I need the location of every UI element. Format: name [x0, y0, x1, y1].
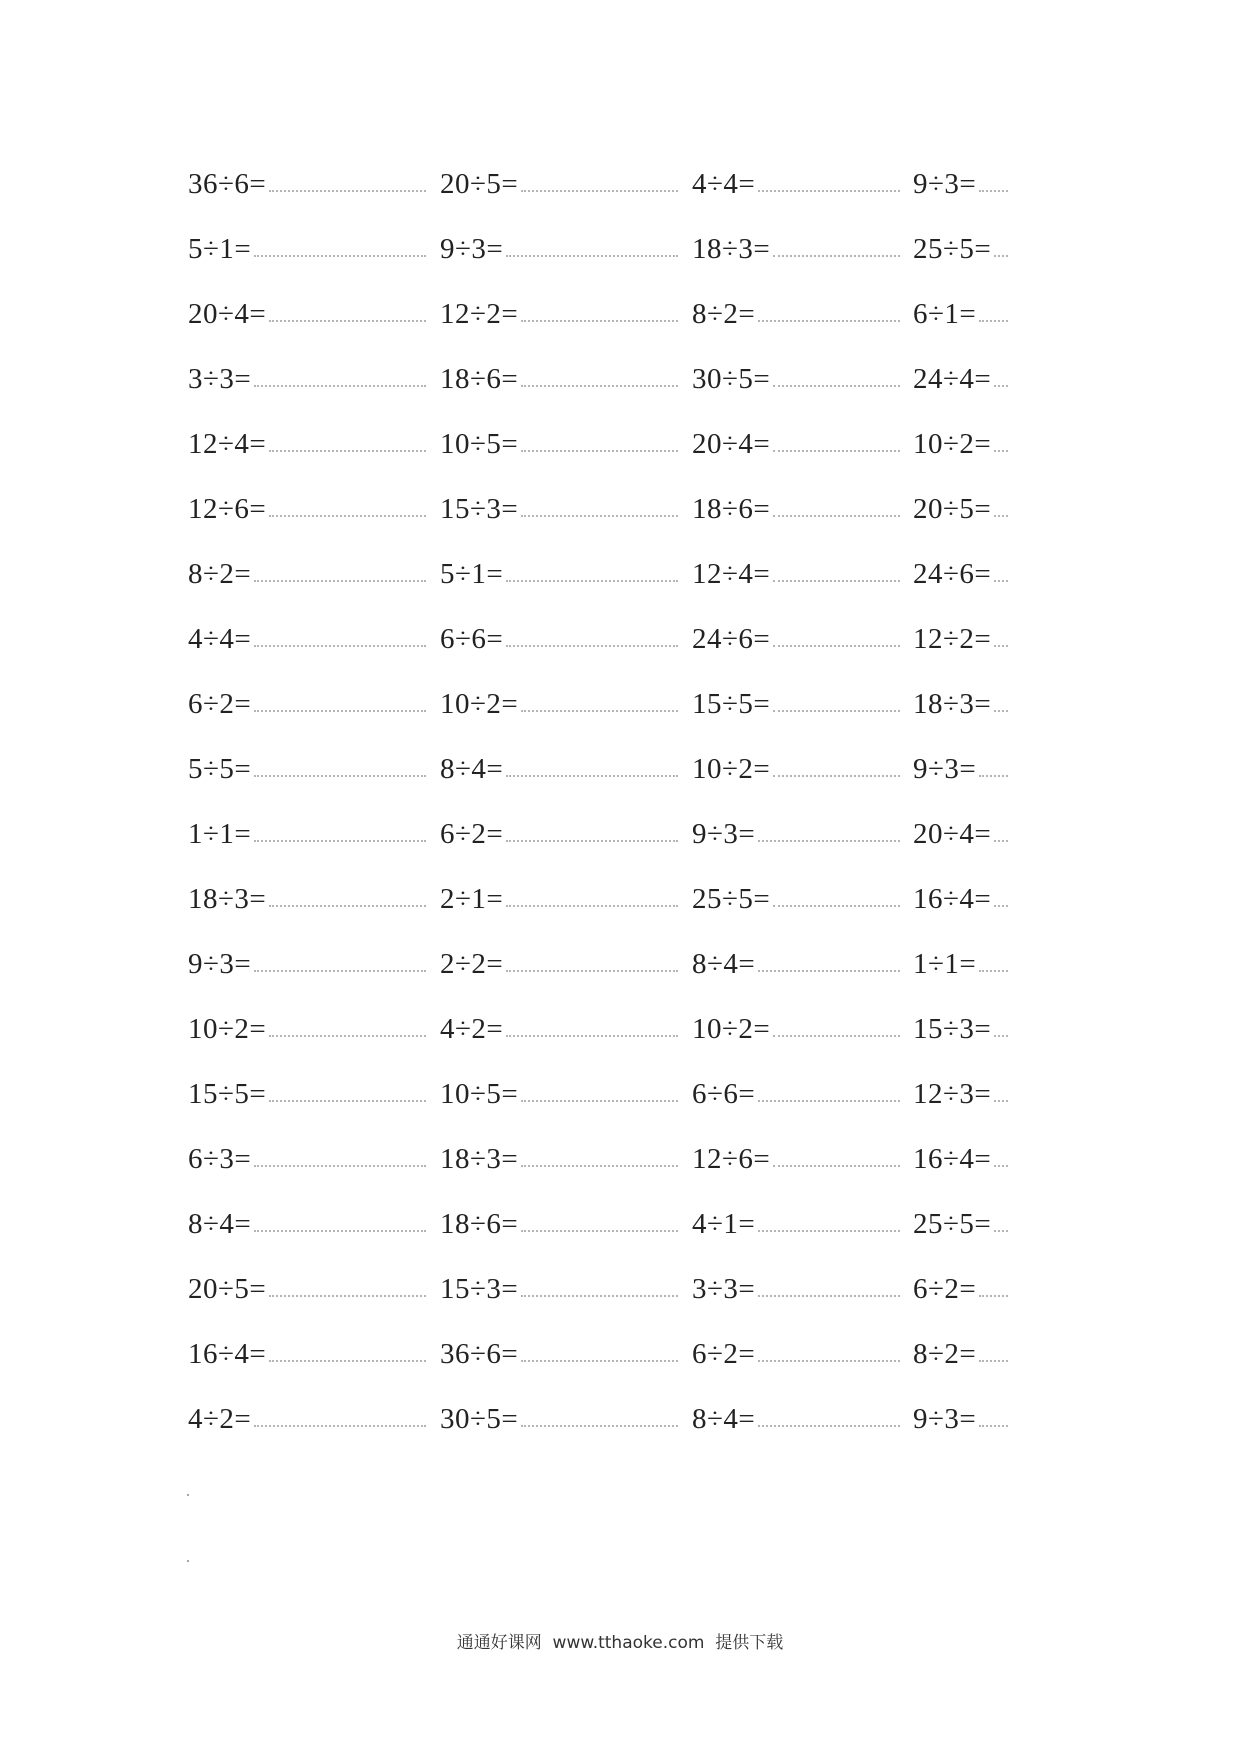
division-problem: 12÷4=	[692, 558, 771, 590]
division-problem: 8÷4=	[188, 1208, 252, 1240]
answer-blank[interactable]	[506, 255, 678, 257]
division-problem: 4÷4=	[692, 168, 756, 200]
answer-blank[interactable]	[979, 320, 1008, 322]
answer-blank[interactable]	[506, 1035, 678, 1037]
problem-row	[188, 944, 1048, 984]
division-problem: 20÷5=	[440, 168, 519, 200]
answer-blank[interactable]	[521, 1100, 678, 1102]
answer-blank[interactable]	[773, 1035, 900, 1037]
answer-blank[interactable]	[773, 450, 900, 452]
division-problem: 12÷2=	[913, 623, 992, 655]
division-problem: 10÷5=	[440, 428, 519, 460]
problem-row	[188, 749, 1048, 789]
answer-blank[interactable]	[254, 775, 426, 777]
answer-blank[interactable]	[521, 190, 678, 192]
problem-row	[188, 489, 1048, 529]
division-problem: 30÷5=	[440, 1403, 519, 1435]
answer-blank[interactable]	[994, 255, 1008, 257]
division-problem: 9÷3=	[913, 168, 977, 200]
answer-blank[interactable]	[994, 385, 1008, 387]
answer-blank[interactable]	[773, 645, 900, 647]
division-problem: 10÷5=	[440, 1078, 519, 1110]
problem-row	[188, 1204, 1048, 1244]
division-problem: 8÷2=	[913, 1338, 977, 1370]
answer-blank[interactable]	[269, 515, 426, 517]
answer-blank[interactable]	[758, 1100, 900, 1102]
answer-blank[interactable]	[521, 710, 678, 712]
division-problem: 15÷5=	[692, 688, 771, 720]
answer-blank[interactable]	[994, 1035, 1008, 1037]
division-problem: 15÷3=	[440, 1273, 519, 1305]
answer-blank[interactable]	[994, 450, 1008, 452]
answer-blank[interactable]	[758, 1295, 900, 1297]
answer-blank[interactable]	[994, 645, 1008, 647]
division-problem: 4÷2=	[440, 1013, 504, 1045]
division-problem: 3÷3=	[692, 1273, 756, 1305]
answer-blank[interactable]	[254, 1230, 426, 1232]
division-problem: 6÷1=	[913, 298, 977, 330]
answer-blank[interactable]	[758, 1230, 900, 1232]
answer-blank[interactable]	[521, 320, 678, 322]
stray-dot	[187, 1560, 189, 1562]
footer-text: 通通好课网 www.tthaoke.com 提供下载	[456, 1633, 784, 1653]
answer-blank[interactable]	[994, 515, 1008, 517]
answer-blank[interactable]	[521, 1295, 678, 1297]
answer-blank[interactable]	[521, 1360, 678, 1362]
division-problem: 9÷3=	[913, 753, 977, 785]
division-problem: 3÷3=	[188, 363, 252, 395]
division-problem: 18÷3=	[440, 1143, 519, 1175]
division-problem: 24÷6=	[913, 558, 992, 590]
division-problem: 1÷1=	[913, 948, 977, 980]
problem-row	[188, 1074, 1048, 1114]
division-problem: 18÷3=	[913, 688, 992, 720]
problem-row	[188, 684, 1048, 724]
answer-blank[interactable]	[994, 580, 1008, 582]
answer-blank[interactable]	[773, 580, 900, 582]
answer-blank[interactable]	[994, 1100, 1008, 1102]
answer-blank[interactable]	[758, 320, 900, 322]
division-problem: 15÷3=	[913, 1013, 992, 1045]
division-problem: 20÷5=	[913, 493, 992, 525]
division-problem: 9÷3=	[188, 948, 252, 980]
answer-blank[interactable]	[994, 1230, 1008, 1232]
answer-blank[interactable]	[506, 905, 678, 907]
answer-blank[interactable]	[979, 775, 1008, 777]
division-problem: 12÷6=	[188, 493, 267, 525]
division-problem: 9÷3=	[692, 818, 756, 850]
answer-blank[interactable]	[506, 970, 678, 972]
division-problem: 15÷5=	[188, 1078, 267, 1110]
answer-blank[interactable]	[254, 1165, 426, 1167]
division-problem: 6÷2=	[440, 818, 504, 850]
answer-blank[interactable]	[269, 1035, 426, 1037]
answer-blank[interactable]	[979, 190, 1008, 192]
stray-dot	[187, 1494, 189, 1496]
answer-blank[interactable]	[254, 580, 426, 582]
division-problem: 1÷1=	[188, 818, 252, 850]
division-problem: 4÷4=	[188, 623, 252, 655]
division-problem: 16÷4=	[913, 1143, 992, 1175]
division-problem: 8÷4=	[440, 753, 504, 785]
answer-blank[interactable]	[506, 775, 678, 777]
answer-blank[interactable]	[979, 970, 1008, 972]
problem-row	[188, 294, 1048, 334]
division-problem: 20÷4=	[188, 298, 267, 330]
problem-row	[188, 1269, 1048, 1309]
problem-row	[188, 814, 1048, 854]
answer-blank[interactable]	[254, 385, 426, 387]
answer-blank[interactable]	[269, 450, 426, 452]
division-problem: 6÷2=	[188, 688, 252, 720]
division-problem: 8÷4=	[692, 948, 756, 980]
answer-blank[interactable]	[773, 905, 900, 907]
problem-row	[188, 554, 1048, 594]
answer-blank[interactable]	[506, 840, 678, 842]
problem-row	[188, 229, 1048, 269]
problem-row	[188, 359, 1048, 399]
division-problem: 18÷6=	[440, 1208, 519, 1240]
problem-row	[188, 879, 1048, 919]
division-problem: 6÷2=	[692, 1338, 756, 1370]
division-problem: 12÷3=	[913, 1078, 992, 1110]
answer-blank[interactable]	[254, 645, 426, 647]
division-problem: 12÷2=	[440, 298, 519, 330]
division-problem: 20÷4=	[692, 428, 771, 460]
answer-blank[interactable]	[994, 1165, 1008, 1167]
division-problem: 8÷4=	[692, 1403, 756, 1435]
division-problem: 8÷2=	[692, 298, 756, 330]
division-problem: 30÷5=	[692, 363, 771, 395]
division-problem: 6÷2=	[913, 1273, 977, 1305]
answer-blank[interactable]	[521, 450, 678, 452]
answer-blank[interactable]	[254, 840, 426, 842]
division-problem: 16÷4=	[913, 883, 992, 915]
answer-blank[interactable]	[269, 190, 426, 192]
answer-blank[interactable]	[254, 1425, 426, 1427]
division-problem: 2÷2=	[440, 948, 504, 980]
answer-blank[interactable]	[269, 1295, 426, 1297]
answer-blank[interactable]	[758, 190, 900, 192]
problem-row	[188, 1399, 1048, 1439]
division-problem: 12÷4=	[188, 428, 267, 460]
answer-blank[interactable]	[254, 255, 426, 257]
division-problem: 20÷4=	[913, 818, 992, 850]
division-problem: 10÷2=	[692, 1013, 771, 1045]
answer-blank[interactable]	[758, 840, 900, 842]
division-problem: 18÷6=	[440, 363, 519, 395]
division-problem: 24÷6=	[692, 623, 771, 655]
division-problem: 25÷5=	[692, 883, 771, 915]
division-problem: 6÷6=	[692, 1078, 756, 1110]
division-problem: 18÷3=	[692, 233, 771, 265]
division-problem: 25÷5=	[913, 1208, 992, 1240]
division-problem: 18÷3=	[188, 883, 267, 915]
problem-row	[188, 424, 1048, 464]
answer-blank[interactable]	[979, 1295, 1008, 1297]
division-problem: 10÷2=	[188, 1013, 267, 1045]
answer-blank[interactable]	[254, 970, 426, 972]
answer-blank[interactable]	[979, 1425, 1008, 1427]
problem-row	[188, 619, 1048, 659]
division-problem: 36÷6=	[188, 168, 267, 200]
division-problem: 15÷3=	[440, 493, 519, 525]
answer-blank[interactable]	[773, 515, 900, 517]
division-problem: 10÷2=	[692, 753, 771, 785]
problem-row	[188, 164, 1048, 204]
answer-blank[interactable]	[254, 710, 426, 712]
division-problem: 10÷2=	[913, 428, 992, 460]
division-problem: 18÷6=	[692, 493, 771, 525]
division-problem: 10÷2=	[440, 688, 519, 720]
answer-blank[interactable]	[521, 385, 678, 387]
answer-blank[interactable]	[521, 1165, 678, 1167]
answer-blank[interactable]	[269, 320, 426, 322]
answer-blank[interactable]	[994, 710, 1008, 712]
answer-blank[interactable]	[994, 905, 1008, 907]
division-problem: 24÷4=	[913, 363, 992, 395]
answer-blank[interactable]	[773, 710, 900, 712]
division-problem: 9÷3=	[913, 1403, 977, 1435]
division-problem: 4÷1=	[692, 1208, 756, 1240]
problem-row	[188, 1334, 1048, 1374]
division-problem: 16÷4=	[188, 1338, 267, 1370]
answer-blank[interactable]	[269, 1100, 426, 1102]
answer-blank[interactable]	[773, 255, 900, 257]
answer-blank[interactable]	[521, 1425, 678, 1427]
answer-blank[interactable]	[773, 1165, 900, 1167]
division-problem: 9÷3=	[440, 233, 504, 265]
answer-blank[interactable]	[521, 1230, 678, 1232]
answer-blank[interactable]	[773, 385, 900, 387]
division-problem: 5÷5=	[188, 753, 252, 785]
answer-blank[interactable]	[773, 775, 900, 777]
division-problem: 8÷2=	[188, 558, 252, 590]
division-problem: 5÷1=	[440, 558, 504, 590]
division-problem: 4÷2=	[188, 1403, 252, 1435]
answer-blank[interactable]	[506, 580, 678, 582]
division-problem: 6÷6=	[440, 623, 504, 655]
answer-blank[interactable]	[269, 905, 426, 907]
answer-blank[interactable]	[979, 1360, 1008, 1362]
division-problem: 36÷6=	[440, 1338, 519, 1370]
division-problem: 5÷1=	[188, 233, 252, 265]
problem-row	[188, 1139, 1048, 1179]
division-problem: 6÷3=	[188, 1143, 252, 1175]
problem-row	[188, 1009, 1048, 1049]
division-problem: 25÷5=	[913, 233, 992, 265]
answer-blank[interactable]	[758, 1425, 900, 1427]
answer-blank[interactable]	[758, 1360, 900, 1362]
division-problem: 2÷1=	[440, 883, 504, 915]
division-problem: 12÷6=	[692, 1143, 771, 1175]
answer-blank[interactable]	[521, 515, 678, 517]
answer-blank[interactable]	[506, 645, 678, 647]
answer-blank[interactable]	[269, 1360, 426, 1362]
answer-blank[interactable]	[758, 970, 900, 972]
answer-blank[interactable]	[994, 840, 1008, 842]
division-problem: 20÷5=	[188, 1273, 267, 1305]
